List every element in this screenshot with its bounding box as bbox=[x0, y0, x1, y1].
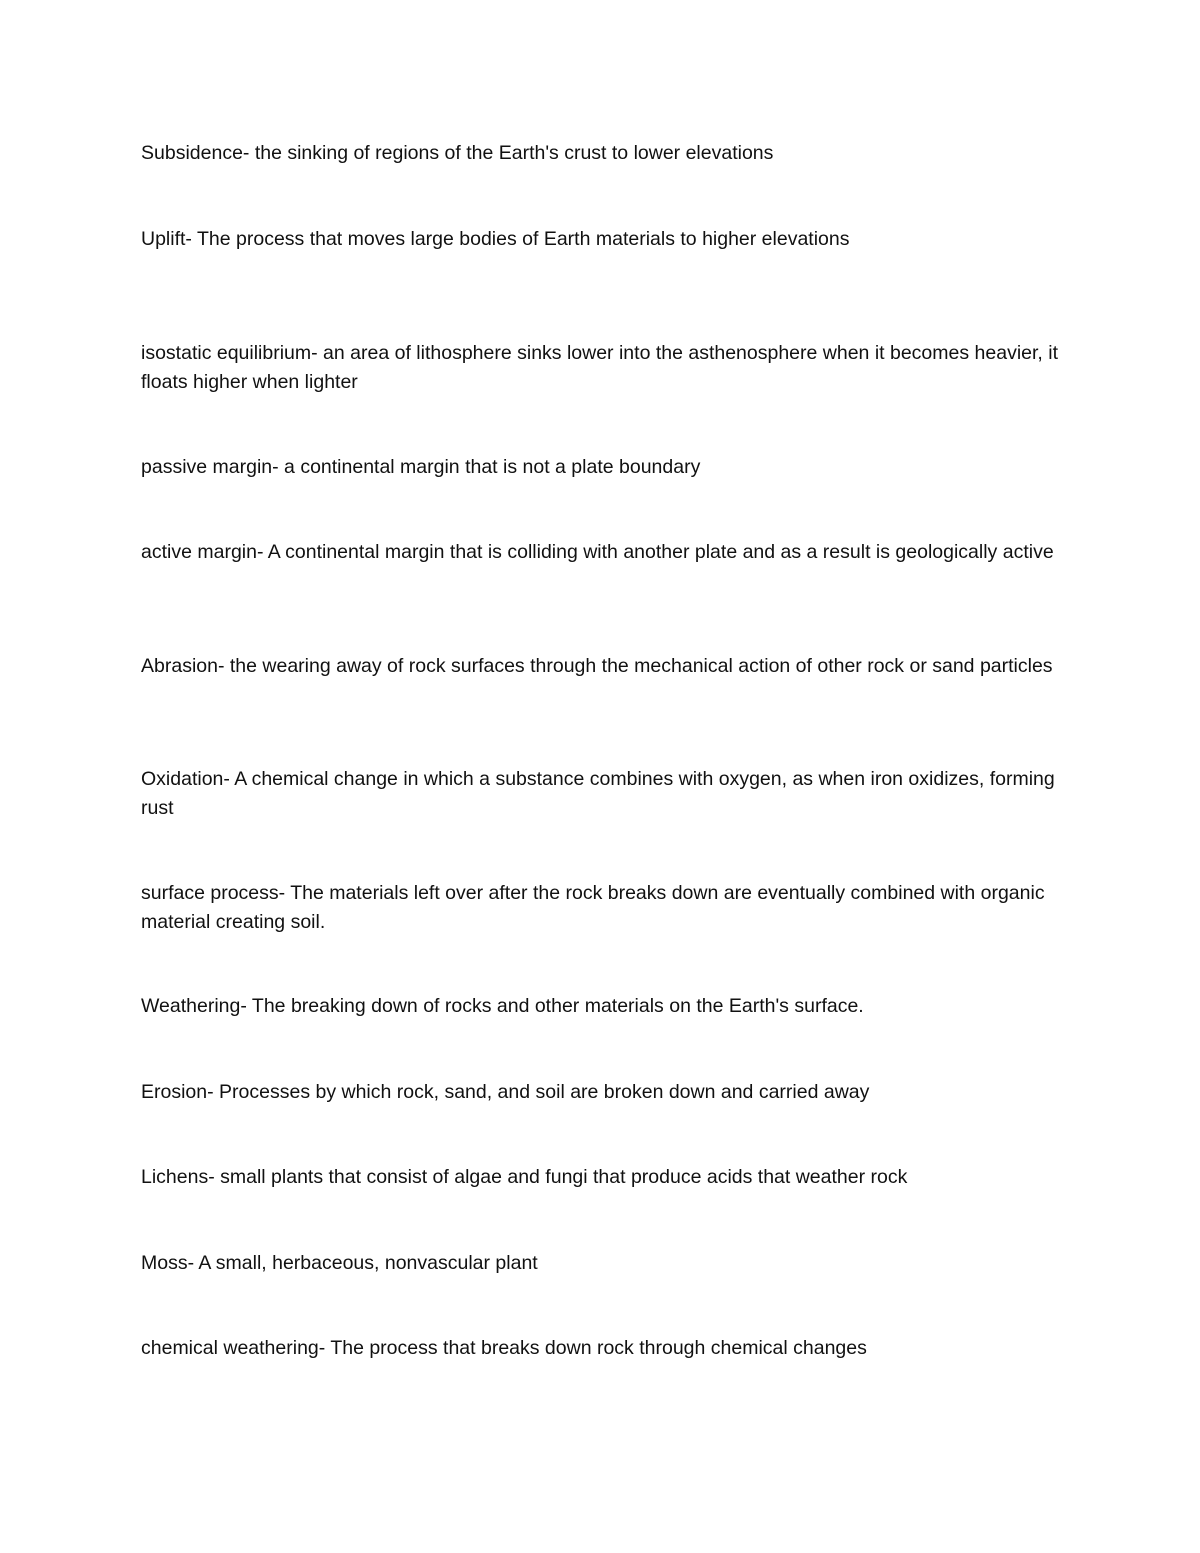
definition-moss: Moss- A small, herbaceous, nonvascular plant bbox=[141, 1252, 538, 1274]
definition-abrasion: Abrasion- the wearing away of rock surfaces through the mechanical action of other rock or sand particles bbox=[141, 655, 1053, 677]
definition-active-margin: active margin- A continental margin that is colliding with another plate and as a result is geologically active bbox=[141, 541, 1054, 563]
definition-uplift: Uplift- The process that moves large bodies of Earth materials to higher elevations bbox=[141, 228, 850, 250]
definition-subsidence: Subsidence- the sinking of regions of the Earth's crust to lower elevations bbox=[141, 142, 774, 164]
definition-isostatic-equilibrium: isostatic equilibrium- an area of lithosphere sinks lower into the asthenosphere when it becomes heavier, it floats higher when lighter bbox=[141, 342, 1058, 393]
definition-lichens: Lichens- small plants that consist of algae and fungi that produce acids that weather rock bbox=[141, 1166, 908, 1188]
definition-chemical-weathering: chemical weathering- The process that breaks down rock through chemical changes bbox=[141, 1337, 867, 1359]
definition-erosion: Erosion- Processes by which rock, sand, and soil are broken down and carried away bbox=[141, 1081, 870, 1103]
definition-passive-margin: passive margin- a continental margin that is not a plate boundary bbox=[141, 456, 701, 478]
definition-weathering: Weathering- The breaking down of rocks and other materials on the Earth's surface. bbox=[141, 995, 864, 1017]
definition-surface-process: surface process- The materials left over after the rock breaks down are eventually combined with organic material creating soil. bbox=[141, 882, 1045, 933]
definition-oxidation: Oxidation- A chemical change in which a substance combines with oxygen, as when iron oxidizes, forming rust bbox=[141, 768, 1055, 819]
